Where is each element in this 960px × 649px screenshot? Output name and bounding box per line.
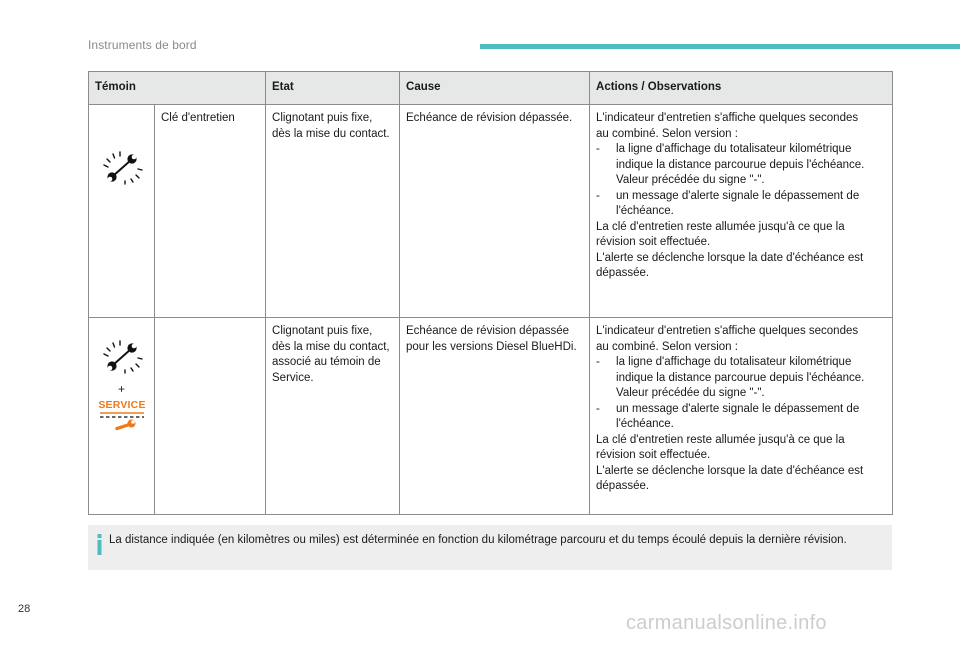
wrench-warning-icon xyxy=(101,340,143,380)
list-item-line: l'échéance. xyxy=(616,418,674,430)
list-item-line: indique la distance parcourue depuis l'échéance. xyxy=(616,371,865,384)
temoin-icon-cell xyxy=(89,318,155,515)
list-item-line: indique la distance parcourue depuis l'échéance. xyxy=(616,158,865,171)
list-item xyxy=(596,189,886,220)
actions-text-line: au combiné. Selon version : xyxy=(596,127,738,140)
header-accent-bar xyxy=(480,44,960,49)
info-note xyxy=(88,525,892,570)
info-icon xyxy=(96,534,104,560)
actions-text-line: L'alerte se déclenche lorsque la date d'échéance est xyxy=(596,251,864,264)
temoin-label-cell: Clé d'entretien xyxy=(155,105,266,318)
list-item-line: Valeur précédée du signe "-". xyxy=(616,174,765,186)
dash-bullet: - xyxy=(596,402,600,415)
actions-text-line: dépassée. xyxy=(596,480,650,492)
cause-cell: Echéance de révision dépassée pour les versions Diesel BlueHDi. xyxy=(400,318,590,515)
table-row xyxy=(89,318,893,515)
list-item-line: la ligne d'affichage du totalisateur kilométrique xyxy=(616,143,852,155)
column-header-cause: Cause xyxy=(400,72,590,105)
watermark: carmanualsonline.info xyxy=(626,612,827,634)
actions-text-line: dépassée. xyxy=(596,267,650,279)
table-row xyxy=(89,105,893,318)
page-number: 28 xyxy=(18,603,31,615)
service-label: SERVICE xyxy=(97,398,146,411)
actions-cell xyxy=(590,105,893,318)
dash-bullet: - xyxy=(596,189,600,202)
etat-cell: Clignotant puis fixe, dès la mise du contact, associé au témoin de Service. xyxy=(266,318,400,515)
table-header-row xyxy=(89,72,893,105)
warning-lights-table xyxy=(88,71,893,515)
dash-bullet: - xyxy=(596,356,600,368)
column-header-etat: Etat xyxy=(266,72,400,105)
list-item-line: Valeur précédée du signe "-". xyxy=(616,387,765,399)
list-item xyxy=(596,402,886,433)
actions-text-line: au combiné. Selon version : xyxy=(596,340,738,353)
dash-bullet: - xyxy=(596,143,600,155)
actions-text-line: révision soit effectuée. xyxy=(596,236,711,248)
list-item xyxy=(596,355,886,402)
list-item-line: l'échéance. xyxy=(616,205,674,217)
service-warning-icon xyxy=(98,398,146,440)
temoin-label-cell xyxy=(155,318,266,515)
actions-text-line: La clé d'entretien reste allumée jusqu'à ce que la xyxy=(596,220,845,233)
info-note-text: La distance indiquée (en kilomètres ou miles) est déterminée en fonction du kilométrage parcouru et du temps écoulé depuis la dernière révision. xyxy=(109,534,847,546)
actions-text-line: L'indicateur d'entretien s'affiche quelques secondes xyxy=(596,325,859,337)
actions-text-line: La clé d'entretien reste allumée jusqu'à ce que la xyxy=(596,433,845,446)
actions-cell xyxy=(590,318,893,515)
actions-text-line: L'indicateur d'entretien s'affiche quelques secondes xyxy=(596,112,859,124)
etat-cell: Clignotant puis fixe, dès la mise du contact. xyxy=(266,105,400,318)
column-header-actions: Actions / Observations xyxy=(590,72,893,105)
list-item xyxy=(596,142,886,189)
list-item-line: un message d'alerte signale le dépassement de xyxy=(616,189,860,202)
list-item-line: un message d'alerte signale le dépassement de xyxy=(616,402,860,415)
column-header-temoin: Témoin xyxy=(89,72,266,105)
list-item-line: la ligne d'affichage du totalisateur kilométrique xyxy=(616,356,852,368)
actions-text-line: L'alerte se déclenche lorsque la date d'échéance est xyxy=(596,464,864,477)
temoin-icon-cell xyxy=(89,105,155,318)
section-title: Instruments de bord xyxy=(88,38,197,52)
actions-text-line: révision soit effectuée. xyxy=(596,449,711,461)
wrench-warning-icon xyxy=(101,151,143,191)
plus-sign: + xyxy=(117,381,125,396)
cause-cell: Echéance de révision dépassée. xyxy=(400,105,590,318)
